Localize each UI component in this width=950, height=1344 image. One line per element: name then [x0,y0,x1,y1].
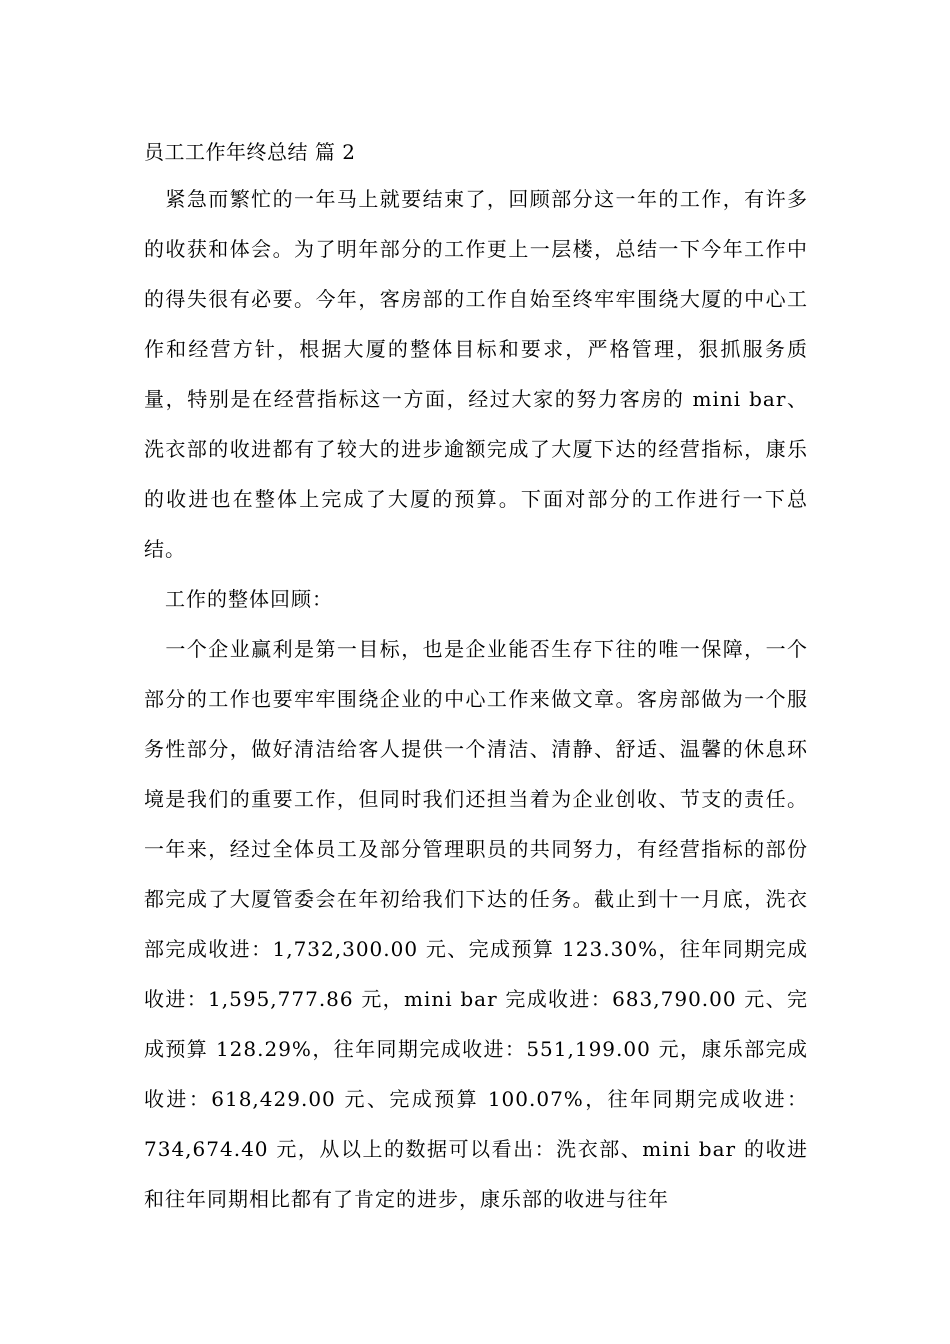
paragraph-intro: 紧急而繁忙的一年马上就要结束了，回顾部分这一年的工作，有许多的收获和体会。为了明年部分的工作更上一层楼，总结一下今年工作中的得失很有必要。今年，客房部的工作自始至终牢牢围绕大厦的中心工作和经营方针，根据大厦的整体目标和要求，严格管理，狠抓服务质量，特别是在经营指标这一方面，经过大家的努力客房的 mini bar、洗衣部的收进都有了较大的进步逾额完成了大厦下达的经营指标，康乐的收进也在整体上完成了大厦的预算。下面对部分的工作进行一下总结。 [144,187,808,561]
document-title: 员工工作年终总结 篇 2 [144,140,356,164]
paragraph-review: 一个企业赢利是第一目标，也是企业能否生存下往的唯一保障，一个部分的工作也要牢牢围绕企业的中心工作来做文章。客房部做为一个服务性部分，做好清洁给客人提供一个清洁、清静、舒适、温馨的休息环境是我们的重要工作，但同时我们还担当着为企业创收、节支的责任。一年来，经过全体员工及部分管理职员的共同努力，有经营指标的部份都完成了大厦管委会在年初给我们下达的任务。截止到十一月底，洗衣部完成收进：1,732,300.00 元、完成预算 123.30%，往年同期完成收进：1,595,777.86 元，mini bar 完成收进：683,790.00 元、完成预算 128.29%，往年同期完成收进：551,199.00 元，康乐部完成收进：618,429.00 元、完成预算 100.07%，往年同期完成收进：734,674.40 元，从以上的数据可以看出：洗衣部、mini bar 的收进和往年同期相比都有了肯定的进步，康乐部的收进与往年 [144,637,808,1211]
paragraph-section-heading: 工作的整体回顾： [144,587,333,611]
document-body [144,130,808,1224]
